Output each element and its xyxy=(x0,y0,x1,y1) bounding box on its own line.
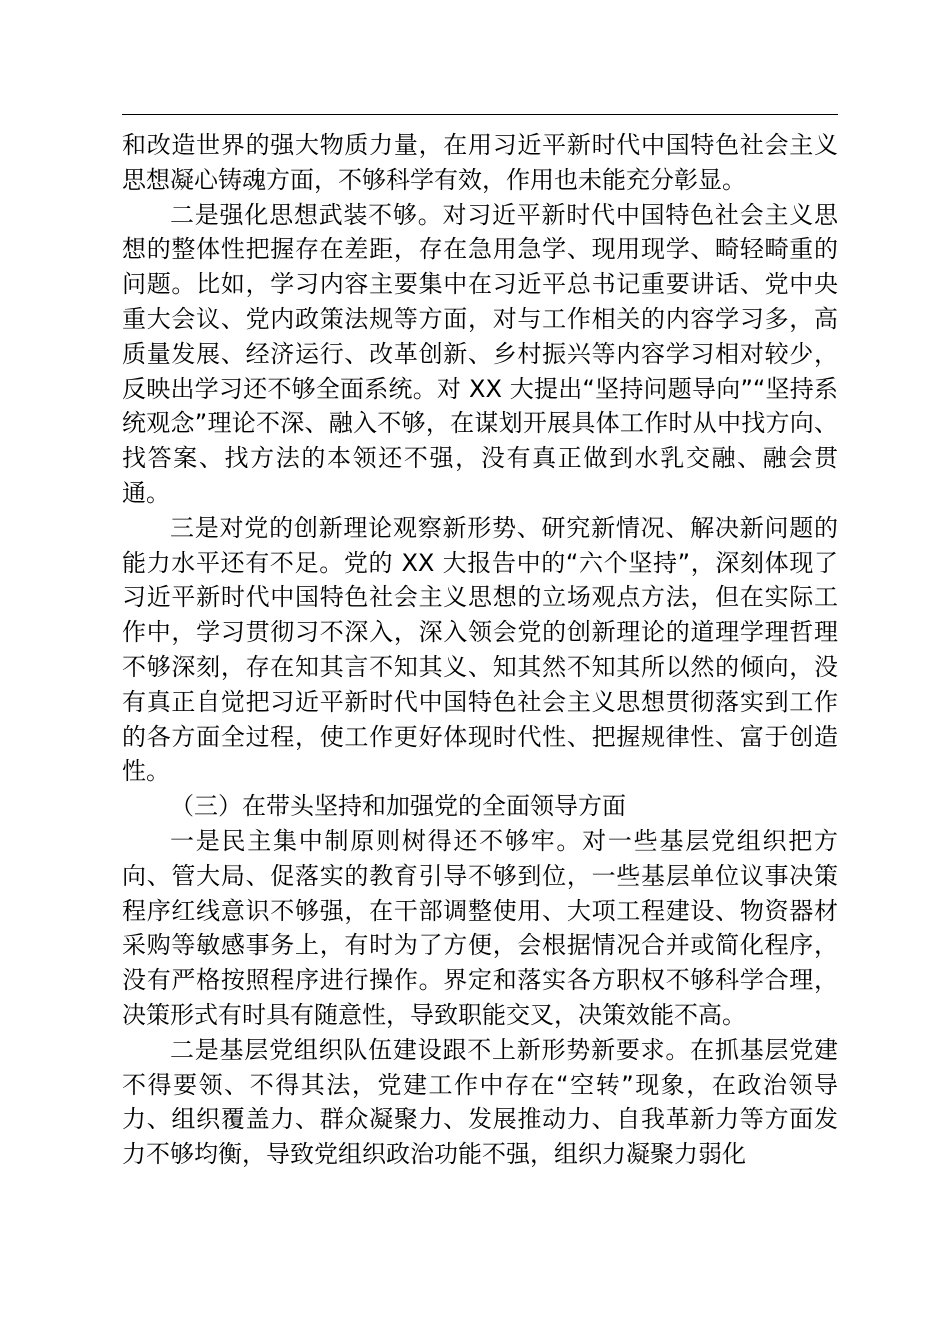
section-heading: （三）在带头坚持和加强党的全面领导方面 xyxy=(170,792,626,821)
paragraph-continuation: 和改造世界的强大物质力量，在用习近平新时代中国特色社会主义思想凝心铸魂方面，不够科学有效，作用也未能充分彰显。 xyxy=(122,131,838,194)
header-rule xyxy=(122,114,838,115)
document-body xyxy=(122,128,838,1172)
paragraph-point-2-b: 二是基层党组织队伍建设跟不上新形势新要求。在抓基层党建不得要领、不得其法，党建工作中存在“空转”现象，在政治领导力、组织覆盖力、群众凝聚力、发展推动力、自我革新力等方面发力不够均衡，导致党组织政治功能不强，组织力凝聚力弱化 xyxy=(122,1035,838,1169)
paragraph-point-1: 一是民主集中制原则树得还不够牢。对一些基层党组织把方向、管大局、促落实的教育引导不够到位，一些基层单位议事决策程序红线意识不够强，在干部调整使用、大项工程建设、物资器材采购等敏感事务上，有时为了方便，会根据情况合并或简化程序，没有严格按照程序进行操作。界定和落实各方职权不够科学合理，决策形式有时具有随意性，导致职能交叉，决策效能不高。 xyxy=(122,826,838,1029)
paragraph-point-2: 二是强化思想武装不够。对习近平新时代中国特色社会主义思想的整体性把握存在差距，存在急用急学、现用现学、畸轻畸重的问题。比如，学习内容主要集中在习近平总书记重要讲话、党中央重大会议、党内政策法规等方面，对与工作相关的内容学习多，高质量发展、经济运行、改革创新、乡村振兴等内容学习相对较少，反映出学习还不够全面系统。对 XX 大提出“坚持问题导向”“坚持系统观念”理论不深、融入不够，在谋划开展具体工作时从中找方向、找答案、找方法的本领还不强，没有真正做到水乳交融、融会贯通。 xyxy=(122,200,838,507)
paragraph-point-3: 三是对党的创新理论观察新形势、研究新情况、解决新问题的能力水平还有不足。党的 XX 大报告中的“六个坚持”，深刻体现了习近平新时代中国特色社会主义思想的立场观点方法，但在实际工作中，学习贯彻习不深入，深入领会党的创新理论的道理学理哲理不够深刻，存在知其言不知其义、知其然不知其所以然的倾向，没有真正自觉把习近平新时代中国特色社会主义思想贯彻落实到工作的各方面全过程，使工作更好体现时代性、把握规律性、富于创造性。 xyxy=(122,513,838,786)
